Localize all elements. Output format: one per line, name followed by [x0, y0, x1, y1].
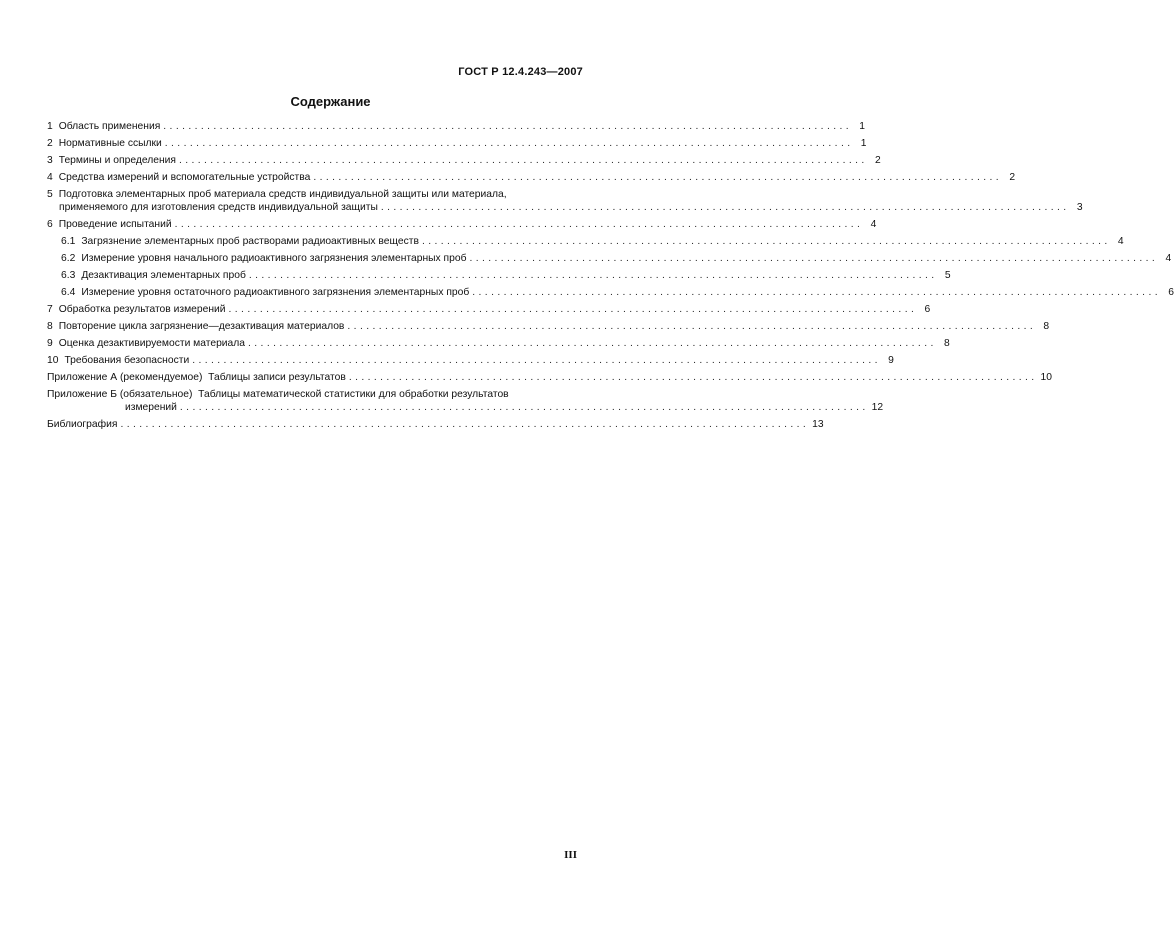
toc-leader: ..............................................................................................................	[174, 219, 864, 230]
toc-text: Оценка дезактивируемости материала	[58, 338, 246, 349]
toc-item-6-2[interactable]	[47, 252, 1172, 265]
toc-page: 13	[812, 419, 824, 430]
toc-number: 6.4	[61, 287, 76, 298]
toc-bibliography[interactable]	[47, 418, 824, 431]
toc-page: 6	[1168, 287, 1174, 298]
toc-leader: ..............................................................................................................	[178, 155, 868, 166]
toc-page: 5	[944, 270, 951, 281]
toc-leader: ..............................................................................................................	[179, 402, 869, 413]
page-title: Содержание	[290, 94, 371, 109]
toc-item-7[interactable]	[47, 303, 931, 316]
toc-item-6-3[interactable]	[47, 269, 951, 282]
document-code: ГОСТ Р 12.4.243—2007	[458, 66, 583, 78]
table-of-contents	[47, 120, 1174, 435]
toc-page: 4	[1165, 253, 1172, 264]
toc-leader: ..............................................................................................................	[348, 372, 1038, 383]
toc-number: 6.1	[61, 236, 76, 247]
toc-leader: ..............................................................................................................	[163, 121, 852, 132]
toc-text: Область применения	[58, 121, 161, 132]
toc-text: Дезактивация элементарных проб	[81, 270, 246, 281]
toc-page: 4	[870, 219, 877, 230]
toc-number: 8	[47, 321, 53, 332]
toc-text: Загрязнение элементарных проб растворами радиоактивных веществ	[81, 236, 419, 247]
toc-item-4[interactable]	[47, 171, 1016, 184]
toc-leader: ..............................................................................................................	[120, 419, 810, 430]
toc-text: Требования безопасности	[64, 355, 190, 366]
toc-leader: ..............................................................................................................	[421, 236, 1111, 247]
toc-item-10[interactable]	[47, 354, 894, 367]
toc-text: Измерение уровня начального радиоактивного загрязнения элементарных проб	[81, 253, 467, 264]
toc-number: 4	[47, 172, 53, 183]
toc-leader: ..............................................................................................................	[313, 172, 1003, 183]
toc-text: Приложение А (рекомендуемое) Таблицы записи результатов	[47, 372, 346, 383]
toc-number: 3	[47, 155, 53, 166]
toc-text: Измерение уровня остаточного радиоактивного загрязнения элементарных проб	[81, 287, 470, 298]
toc-page: 1	[859, 121, 865, 132]
toc-page: 9	[888, 355, 894, 366]
toc-number: 9	[47, 338, 53, 349]
toc-text: Средства измерений и вспомогательные устройства	[58, 172, 311, 183]
toc-item-6[interactable]	[47, 218, 877, 231]
toc-leader: ..............................................................................................................	[347, 321, 1037, 332]
toc-page: 8	[944, 338, 950, 349]
toc-text-continued: применяемого для изготовления средств индивидуальной защиты	[59, 202, 378, 213]
toc-text: Повторение цикла загрязнение—дезактивация материалов	[58, 321, 345, 332]
toc-number: 10	[47, 355, 59, 366]
toc-page: 6	[924, 304, 931, 315]
toc-leader: ..............................................................................................................	[164, 138, 854, 149]
toc-text: Проведение испытаний	[58, 219, 172, 230]
toc-text-continued: измерений	[125, 402, 177, 413]
toc-text: Библиография	[47, 419, 118, 430]
toc-number: 6.3	[61, 270, 76, 281]
toc-number: 6	[47, 219, 53, 230]
page-number: III	[564, 849, 577, 861]
toc-item-1[interactable]	[47, 120, 865, 133]
toc-page: 3	[1076, 202, 1083, 213]
toc-text: Приложение Б (обязательное) Таблицы математической статистики для обработки результатов	[47, 389, 509, 400]
toc-number: 1	[47, 121, 53, 132]
toc-page: 8	[1043, 321, 1050, 332]
toc-page: 4	[1117, 236, 1124, 247]
toc-item-5[interactable]	[47, 188, 1083, 214]
toc-appendix-a[interactable]	[47, 371, 1052, 384]
toc-item-3[interactable]	[47, 154, 881, 167]
toc-leader: ..............................................................................................................	[248, 338, 937, 349]
toc-text: Подготовка элементарных проб материала средств индивидуальной защиты или материала,	[58, 189, 507, 200]
toc-number: 5	[47, 189, 53, 200]
toc-item-6-1[interactable]	[47, 235, 1124, 248]
toc-page: 12	[871, 402, 884, 413]
toc-item-9[interactable]	[47, 337, 950, 350]
toc-number: 2	[47, 138, 53, 149]
toc-leader: ..............................................................................................................	[380, 202, 1070, 213]
toc-leader: ..............................................................................................................	[228, 304, 918, 315]
toc-page: 2	[1009, 172, 1016, 183]
toc-text: Нормативные ссылки	[58, 138, 162, 149]
toc-text: Термины и определения	[58, 155, 176, 166]
toc-item-8[interactable]	[47, 320, 1050, 333]
toc-appendix-b[interactable]	[47, 388, 884, 414]
toc-number: 6.2	[61, 253, 76, 264]
toc-text: Обработка результатов измерений	[58, 304, 226, 315]
toc-page: 10	[1040, 372, 1052, 383]
toc-item-6-4[interactable]	[47, 286, 1174, 299]
toc-page: 1	[860, 138, 867, 149]
toc-item-2[interactable]	[47, 137, 867, 150]
toc-number: 7	[47, 304, 53, 315]
toc-leader: ..............................................................................................................	[248, 270, 938, 281]
toc-leader: ..............................................................................................................	[192, 355, 881, 366]
toc-page: 2	[874, 155, 881, 166]
toc-leader: ..............................................................................................................	[469, 253, 1159, 264]
toc-leader: ..............................................................................................................	[472, 287, 1161, 298]
